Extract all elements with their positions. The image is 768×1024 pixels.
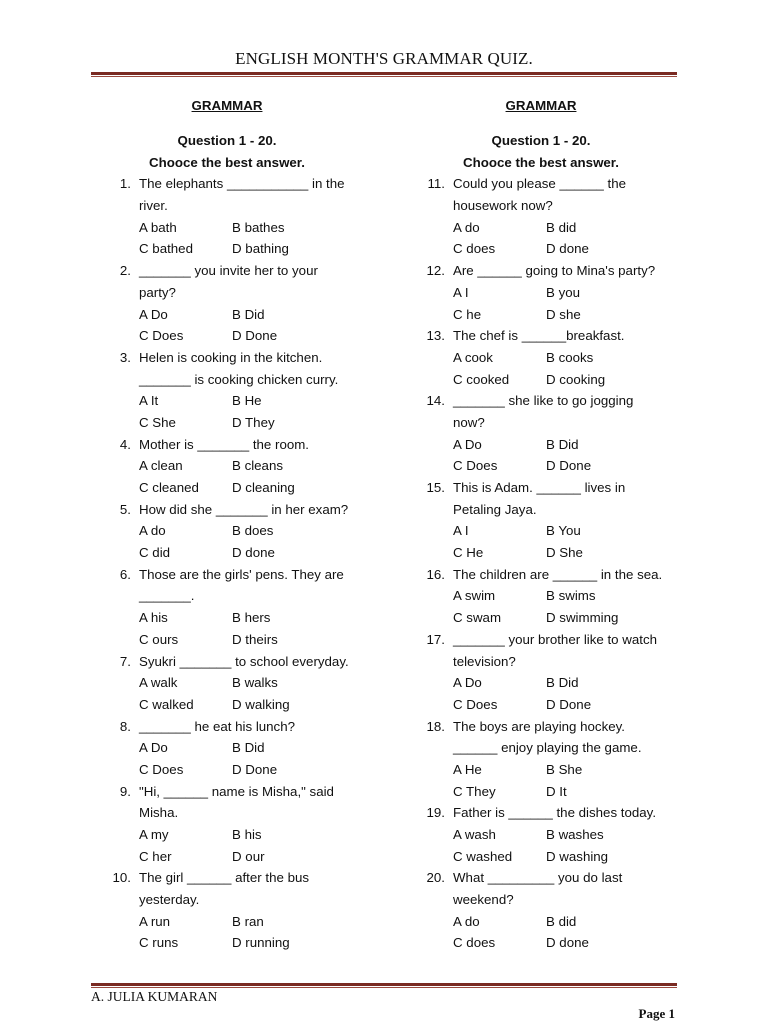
question-number: 1. <box>119 176 131 192</box>
answer-option: B He <box>232 393 262 409</box>
answer-option: B walks <box>232 675 278 691</box>
answer-options-row <box>421 455 721 477</box>
answer-options-row <box>107 846 407 868</box>
answer-option: C He <box>453 545 484 561</box>
answer-option: D done <box>546 935 589 951</box>
section-instruction: Chooce the best answer. <box>149 154 305 170</box>
answer-option: B hers <box>232 610 271 626</box>
question-line <box>421 889 721 911</box>
question-text: Helen is cooking in the kitchen. <box>139 349 323 365</box>
question-text: _______ your brother like to watch <box>453 631 658 647</box>
answer-options-row <box>421 217 721 239</box>
answer-option: A I <box>453 284 469 300</box>
answer-options-row <box>421 369 721 391</box>
section-subheading: Question 1 - 20. <box>177 133 277 148</box>
spacer <box>421 117 721 130</box>
section-heading: GRAMMAR <box>505 98 577 113</box>
answer-option: B washes <box>546 827 604 842</box>
answer-option: C They <box>453 783 496 799</box>
answer-option: A Do <box>453 436 482 452</box>
answer-option: B cleans <box>232 458 283 474</box>
question-line <box>107 499 407 521</box>
answer-options-row <box>421 781 721 803</box>
answer-options-row <box>421 304 721 326</box>
question-text: Syukri _______ to school everyday. <box>139 653 349 669</box>
answer-option: A swim <box>453 588 496 604</box>
question-number: 2. <box>119 263 131 279</box>
answer-option: D theirs <box>232 631 278 647</box>
answer-option: C She <box>139 414 176 430</box>
answer-options-row <box>107 238 407 260</box>
answer-option: D done <box>232 545 275 561</box>
question-line <box>107 867 407 889</box>
answer-option: A It <box>139 393 159 409</box>
answer-option: D our <box>232 848 265 864</box>
spacer <box>107 117 407 130</box>
answer-option: A He <box>453 761 482 777</box>
question-text: Could you please ______ the <box>453 176 626 192</box>
answer-option: A wash <box>453 827 496 842</box>
answer-options-row <box>107 911 407 933</box>
answer-options-row <box>421 347 721 369</box>
answer-options-row <box>421 238 721 260</box>
question-item <box>421 867 721 954</box>
question-number: 9. <box>119 783 131 799</box>
question-text: Those are the girls' pens. They are <box>139 566 344 582</box>
answer-option: B Did <box>546 436 579 452</box>
question-line <box>107 434 407 456</box>
question-text: _______. <box>139 588 195 604</box>
footer-author: A. JULIA KUMARAN <box>91 989 218 1004</box>
answer-options-row <box>107 520 407 542</box>
question-line <box>107 781 407 803</box>
question-item <box>107 347 407 434</box>
question-line <box>107 260 407 282</box>
question-item <box>421 173 721 260</box>
answer-option: C cooked <box>453 371 510 387</box>
answer-option: A walk <box>139 675 178 691</box>
answer-option: D walking <box>232 696 290 712</box>
question-text: weekend? <box>453 892 514 908</box>
answer-options-row <box>421 824 721 846</box>
question-text: now? <box>453 414 485 430</box>
page-number: Page 1 <box>638 1006 675 1021</box>
question-line <box>107 889 407 911</box>
answer-options-row <box>107 759 407 781</box>
answer-option: C does <box>453 241 496 257</box>
answer-option: B Did <box>232 306 265 322</box>
answer-options-row <box>421 932 721 954</box>
answer-options-row <box>107 477 407 499</box>
question-number: 14. <box>426 393 445 409</box>
answer-option: C Does <box>453 458 498 474</box>
question-text: The children are ______ in the sea. <box>453 566 663 582</box>
question-line <box>421 173 721 195</box>
section-heading: GRAMMAR <box>191 98 263 113</box>
question-text: Mother is _______ the room. <box>139 436 310 452</box>
answer-option: A do <box>453 913 480 929</box>
answer-option: A my <box>139 827 169 842</box>
answer-option: C Does <box>139 761 184 777</box>
answer-option: D bathing <box>232 241 289 257</box>
answer-option: A Do <box>139 306 168 322</box>
question-text: yesterday. <box>139 892 200 908</box>
question-item <box>421 564 721 629</box>
section-subheading: Question 1 - 20. <box>491 133 591 148</box>
question-text: party? <box>139 284 176 300</box>
question-text: _______ he eat his lunch? <box>139 718 295 734</box>
question-item <box>421 716 721 803</box>
answer-option: B you <box>546 284 581 300</box>
answer-option: B swims <box>546 588 596 604</box>
question-line <box>107 716 407 738</box>
answer-options-row <box>421 542 721 564</box>
question-number: 20. <box>426 870 445 886</box>
question-item <box>421 390 721 477</box>
answer-options-row <box>107 542 407 564</box>
answer-option: B Did <box>546 675 579 691</box>
footer-rule-thin <box>91 987 677 988</box>
answer-option: C ours <box>139 631 179 647</box>
answer-options-row <box>107 304 407 326</box>
question-number: 18. <box>426 718 445 734</box>
answer-option: A bath <box>139 219 177 235</box>
answer-option: D cleaning <box>232 480 295 495</box>
question-line <box>421 195 721 217</box>
question-line <box>107 651 407 673</box>
question-number: 19. <box>426 805 445 821</box>
question-text: ______ enjoy playing the game. <box>453 740 642 756</box>
answer-option: C he <box>453 306 482 322</box>
question-line <box>421 802 721 824</box>
question-line <box>421 651 721 673</box>
question-line <box>421 737 721 759</box>
answer-option: A clean <box>139 458 183 474</box>
answer-option: C washed <box>453 848 513 864</box>
question-text: The chef is ______breakfast. <box>453 328 625 344</box>
answer-option: B bathes <box>232 219 285 235</box>
question-line <box>421 325 721 347</box>
question-item <box>107 434 407 499</box>
answer-option: C did <box>139 545 171 561</box>
question-text: The boys are playing hockey. <box>453 718 625 734</box>
footer-rule <box>91 983 677 986</box>
answer-options-row <box>421 911 721 933</box>
question-line <box>421 260 721 282</box>
answer-option: C Does <box>139 328 184 344</box>
answer-option: A Do <box>453 675 482 691</box>
answer-option: B You <box>546 523 581 539</box>
question-number: 8. <box>119 718 131 734</box>
answer-option: B his <box>232 827 262 842</box>
question-item <box>107 499 407 564</box>
answer-options-row <box>107 629 407 651</box>
answer-option: B did <box>546 913 577 929</box>
answer-options-row <box>107 607 407 629</box>
question-text: _______ she like to go jogging <box>453 393 634 409</box>
answer-option: D running <box>232 935 290 951</box>
question-text: Are ______ going to Mina's party? <box>453 263 656 279</box>
answer-option: C Does <box>453 696 498 712</box>
answer-option: A his <box>139 610 168 626</box>
question-number: 16. <box>426 566 445 582</box>
answer-option: D done <box>546 241 589 257</box>
page-title: ENGLISH MONTH'S GRAMMAR QUIZ. <box>235 49 533 68</box>
question-line <box>107 564 407 586</box>
answer-options-row <box>107 325 407 347</box>
question-line <box>107 585 407 607</box>
answer-option: C her <box>139 848 172 864</box>
answer-option: D Done <box>546 458 592 474</box>
answer-option: D she <box>546 306 581 322</box>
answer-options-row <box>421 607 721 629</box>
question-text: This is Adam. ______ lives in <box>453 480 626 495</box>
answer-options-row <box>107 412 407 434</box>
question-item <box>421 260 721 325</box>
question-number: 7. <box>119 653 131 669</box>
header-rule <box>91 72 677 75</box>
answer-option: D She <box>546 545 583 561</box>
answer-options-row <box>421 672 721 694</box>
question-line <box>421 629 721 651</box>
answer-option: B ran <box>232 913 264 929</box>
question-text: Father is ______ the dishes today. <box>453 805 657 821</box>
question-number: 12. <box>426 263 445 279</box>
answer-option: D swimming <box>546 610 619 626</box>
answer-option: C does <box>453 935 496 951</box>
question-item <box>107 651 407 716</box>
question-text: _______ is cooking chicken curry. <box>139 371 339 387</box>
question-number: 3. <box>119 349 131 365</box>
question-line <box>107 173 407 195</box>
question-text: What _________ you do last <box>453 870 623 886</box>
question-item <box>107 260 407 347</box>
question-text: television? <box>453 653 516 669</box>
answer-option: D washing <box>546 848 609 864</box>
question-number: 15. <box>426 480 445 495</box>
answer-options-row <box>421 585 721 607</box>
question-item <box>107 173 407 260</box>
answer-option: B does <box>232 523 274 539</box>
answer-options-row <box>107 390 407 412</box>
answer-options-row <box>107 824 407 846</box>
question-number: 4. <box>119 436 131 452</box>
section-instruction: Chooce the best answer. <box>463 154 619 170</box>
answer-option: A run <box>139 913 171 929</box>
answer-option: B Did <box>232 740 265 756</box>
header-rule-thin <box>91 76 677 77</box>
question-item <box>107 564 407 651</box>
question-line <box>107 282 407 304</box>
question-item <box>421 325 721 390</box>
question-number: 10. <box>112 870 131 886</box>
answer-options-row <box>107 455 407 477</box>
question-item <box>107 716 407 781</box>
question-text: The elephants ___________ in the <box>139 176 345 192</box>
question-text: How did she _______ in her exam? <box>139 501 349 517</box>
question-text: "Hi, ______ name is Misha," said <box>139 783 334 799</box>
answer-option: C runs <box>139 935 179 951</box>
question-text: _______ you invite her to your <box>139 263 318 279</box>
question-line <box>107 369 407 391</box>
question-line <box>107 802 407 824</box>
question-number: 17. <box>426 631 445 647</box>
answer-option: A do <box>453 219 480 235</box>
answer-option: D Done <box>232 328 278 344</box>
left-column <box>107 95 407 954</box>
answer-options-row <box>421 434 721 456</box>
answer-option: A do <box>139 523 166 539</box>
question-number: 13. <box>426 328 445 344</box>
answer-options-row <box>421 846 721 868</box>
answer-option: C cleaned <box>139 480 199 495</box>
question-line <box>421 867 721 889</box>
answer-option: D Done <box>232 761 278 777</box>
answer-option: D They <box>232 414 275 430</box>
question-number: 5. <box>119 501 131 517</box>
question-line <box>107 347 407 369</box>
answer-option: B cooks <box>546 349 594 365</box>
question-text: The girl ______ after the bus <box>139 870 310 886</box>
question-item <box>421 802 721 867</box>
answer-options-row <box>421 520 721 542</box>
answer-options-row <box>107 694 407 716</box>
question-item <box>107 867 407 954</box>
answer-option: B She <box>546 761 583 777</box>
answer-option: C swam <box>453 610 502 626</box>
question-text: housework now? <box>453 198 553 214</box>
answer-options-row <box>107 737 407 759</box>
answer-options-row <box>107 217 407 239</box>
answer-options-row <box>421 759 721 781</box>
question-line <box>107 195 407 217</box>
question-line <box>421 477 721 499</box>
answer-option: A Do <box>139 740 168 756</box>
right-column <box>421 95 721 954</box>
answer-option: D cooking <box>546 371 606 387</box>
question-item <box>107 781 407 868</box>
question-line <box>421 390 721 412</box>
answer-options-row <box>107 932 407 954</box>
answer-option: A cook <box>453 349 493 365</box>
question-line <box>421 499 721 521</box>
answer-options-row <box>107 672 407 694</box>
question-item <box>421 629 721 716</box>
answer-options-row <box>421 282 721 304</box>
question-text: Misha. <box>139 805 179 821</box>
question-line <box>421 716 721 738</box>
question-text: Petaling Jaya. <box>453 501 537 517</box>
question-item <box>421 477 721 564</box>
question-line <box>421 564 721 586</box>
answer-option: A I <box>453 523 469 539</box>
question-line <box>421 412 721 434</box>
answer-option: C walked <box>139 696 194 712</box>
answer-option: B did <box>546 219 577 235</box>
answer-option: C bathed <box>139 241 193 257</box>
answer-option: D Done <box>546 696 592 712</box>
question-text: river. <box>139 198 168 214</box>
answer-options-row <box>421 694 721 716</box>
answer-option: D It <box>546 783 567 799</box>
question-number: 11. <box>427 176 445 192</box>
question-number: 6. <box>119 566 131 582</box>
